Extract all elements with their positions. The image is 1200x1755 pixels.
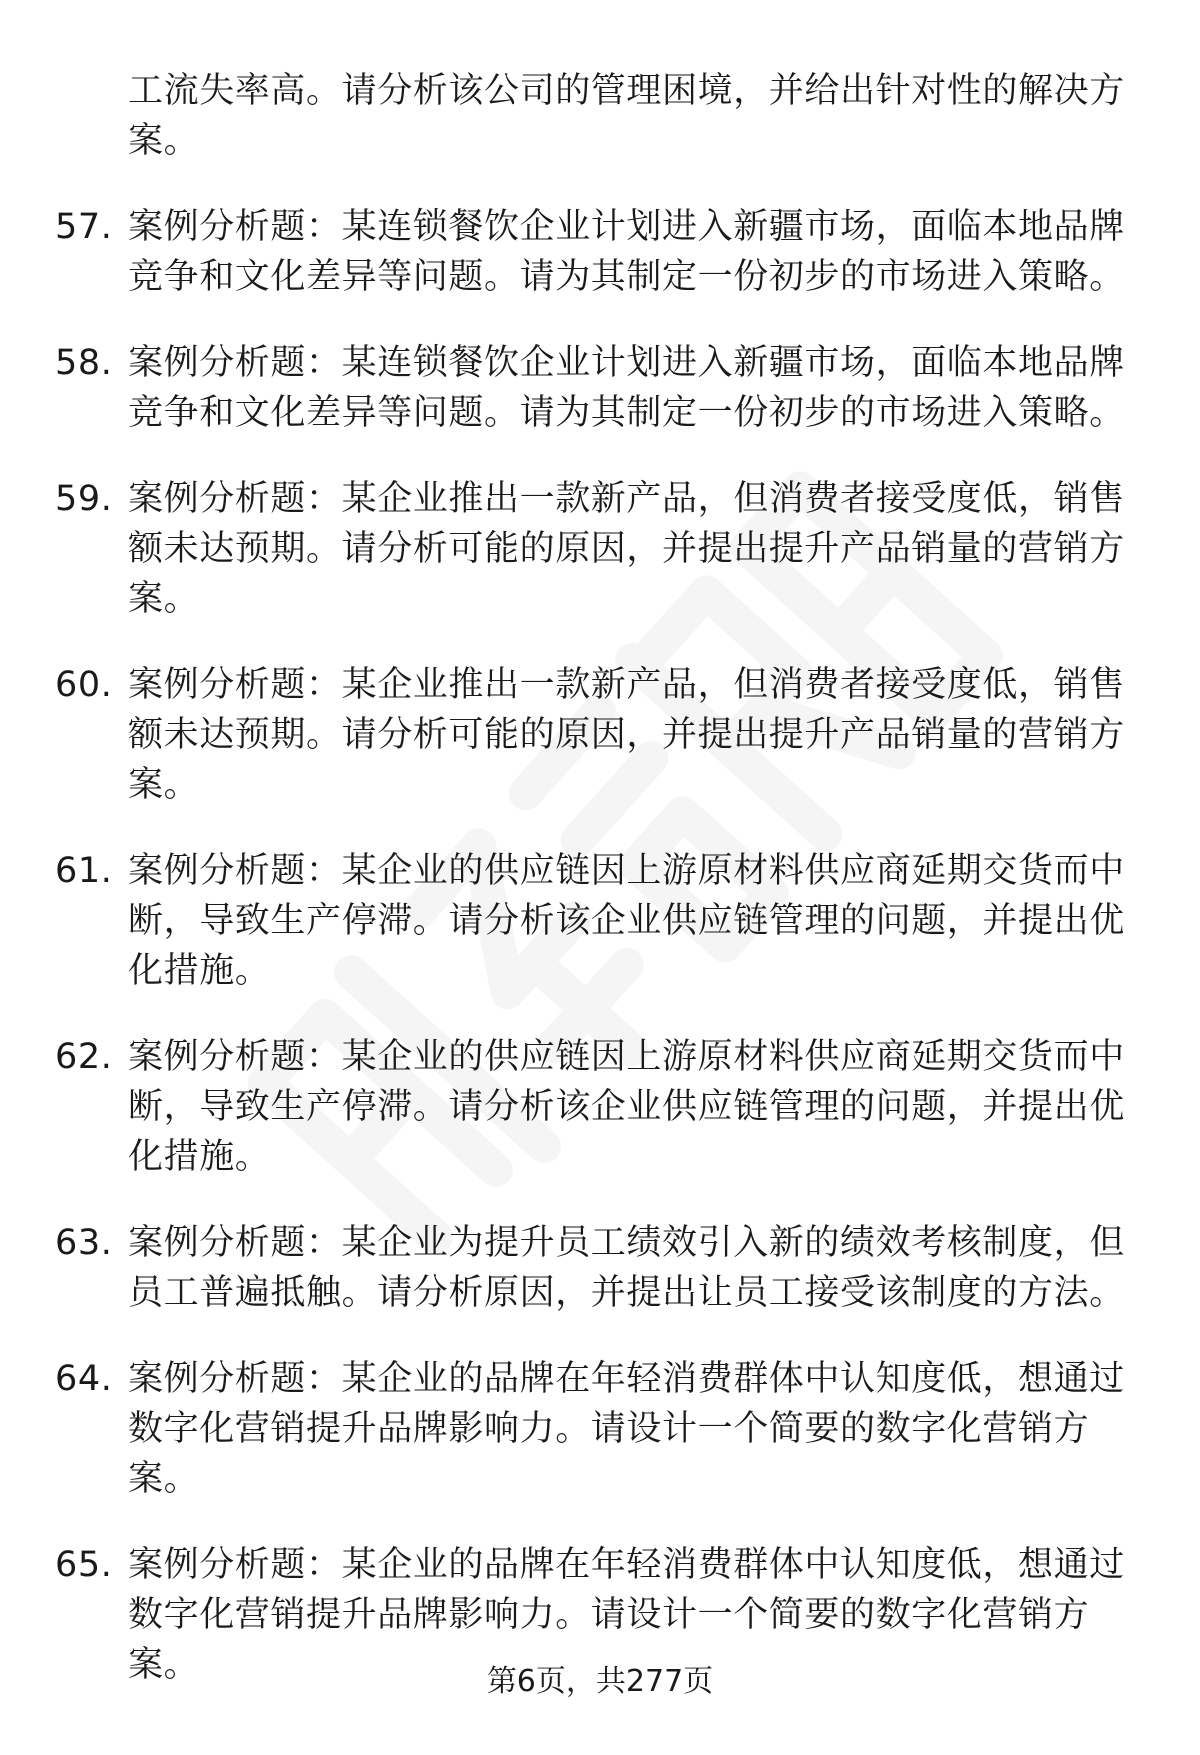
- question-text: 案例分析题：某企业推出一款新产品，但消费者接受度低，销售额未达预期。请分析可能的原因，并提出提升产品销量的营销方案。: [128, 665, 1125, 805]
- question-item: [55, 846, 1145, 996]
- question-item: [55, 338, 1145, 438]
- question-item: [55, 1354, 1145, 1504]
- question-text: 案例分析题：某连锁餐饮企业计划进入新疆市场，面临本地品牌竞争和文化差异等问题。请为其制定一份初步的市场进入策略。: [128, 207, 1125, 297]
- question-number: 64.: [55, 1359, 113, 1399]
- question-number: 58.: [55, 343, 113, 383]
- question-text: 案例分析题：某企业的供应链因上游原材料供应商延期交货而中断，导致生产停滞。请分析该企业供应链管理的问题，并提出优化措施。: [128, 851, 1125, 991]
- question-item: [55, 660, 1145, 810]
- question-item: [55, 474, 1145, 624]
- question-text: 案例分析题：某企业的品牌在年轻消费群体中认知度低，想通过数字化营销提升品牌影响力。请设计一个简要的数字化营销方案。: [128, 1545, 1125, 1685]
- question-text: 案例分析题：某连锁餐饮企业计划进入新疆市场，面临本地品牌竞争和文化差异等问题。请为其制定一份初步的市场进入策略。: [128, 343, 1125, 433]
- question-number: 63.: [55, 1223, 113, 1263]
- question-text: 案例分析题：某企业推出一款新产品，但消费者接受度低，销售额未达预期。请分析可能的原因，并提出提升产品销量的营销方案。: [128, 479, 1125, 619]
- question-text: 案例分析题：某企业为提升员工绩效引入新的绩效考核制度，但员工普遍抵触。请分析原因，并提出让员工接受该制度的方法。: [128, 1223, 1125, 1313]
- question-item: [55, 1032, 1145, 1182]
- question-number: 59.: [55, 479, 113, 519]
- question-item: [55, 1218, 1145, 1318]
- question-number: 65.: [55, 1545, 113, 1585]
- question-list: [55, 66, 1145, 1690]
- question-text: 案例分析题：某企业的供应链因上游原材料供应商延期交货而中断，导致生产停滞。请分析该企业供应链管理的问题，并提出优化措施。: [128, 1037, 1125, 1177]
- continued-question-text: 工流失率高。请分析该公司的管理困境，并给出针对性的解决方案。: [128, 71, 1125, 161]
- question-number: 61.: [55, 851, 113, 891]
- question-item: [55, 202, 1145, 302]
- question-number: 62.: [55, 1037, 113, 1077]
- page-number-footer: 第6页，共277页: [486, 1664, 714, 1699]
- question-number: 57.: [55, 207, 113, 247]
- question-text: 案例分析题：某企业的品牌在年轻消费群体中认知度低，想通过数字化营销提升品牌影响力。请设计一个简要的数字化营销方案。: [128, 1359, 1125, 1499]
- question-number: 60.: [55, 665, 113, 705]
